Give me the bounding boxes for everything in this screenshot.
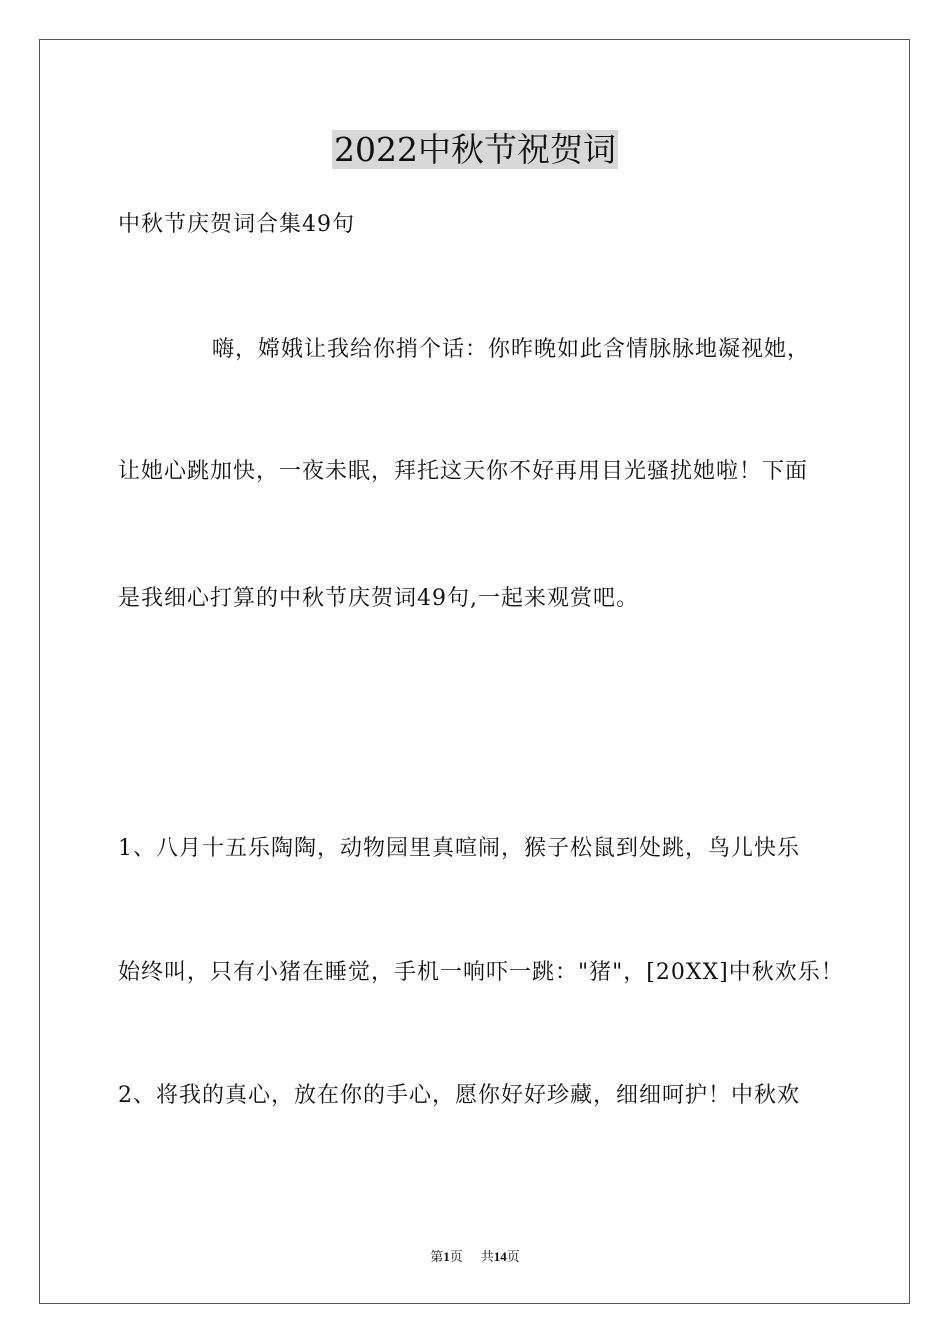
- paragraph-line: 是我细心打算的中秋节庆贺词49句,一起来观赏吧。: [118, 586, 639, 611]
- page-number-prefix: 第: [430, 1249, 444, 1264]
- paragraph-line: 2、将我的真心，放在你的手心，愿你好好珍藏，细细呵护！中秋欢: [118, 1083, 800, 1108]
- paragraph-line: 嗨，嫦娥让我给你捎个话：你昨晚如此含情脉脉地凝视她，: [212, 337, 811, 362]
- total-pages-number: 14: [493, 1249, 507, 1264]
- document-title-text: 2022中秋节祝贺词: [334, 130, 616, 169]
- current-page-number: 1: [443, 1249, 450, 1264]
- total-pages-prefix: 共: [480, 1249, 494, 1264]
- paragraph-line: 1、八月十五乐陶陶，动物园里真喧闹，猴子松鼠到处跳，鸟儿快乐: [118, 836, 800, 861]
- page-footer: [0, 1249, 950, 1265]
- paragraph-line: 始终叫，只有小猪在睡觉，手机一响吓一跳："猪"，[20XX]中秋欢乐！: [118, 960, 844, 985]
- document-subtitle: 中秋节庆贺词合集49句: [118, 212, 355, 237]
- document-title: [0, 130, 950, 170]
- page-number-suffix: 页: [449, 1249, 463, 1264]
- total-pages-suffix: 页: [506, 1249, 520, 1264]
- paragraph-line: 让她心跳加快，一夜未眠，拜托这天你不好再用目光骚扰她啦！下面: [118, 459, 809, 484]
